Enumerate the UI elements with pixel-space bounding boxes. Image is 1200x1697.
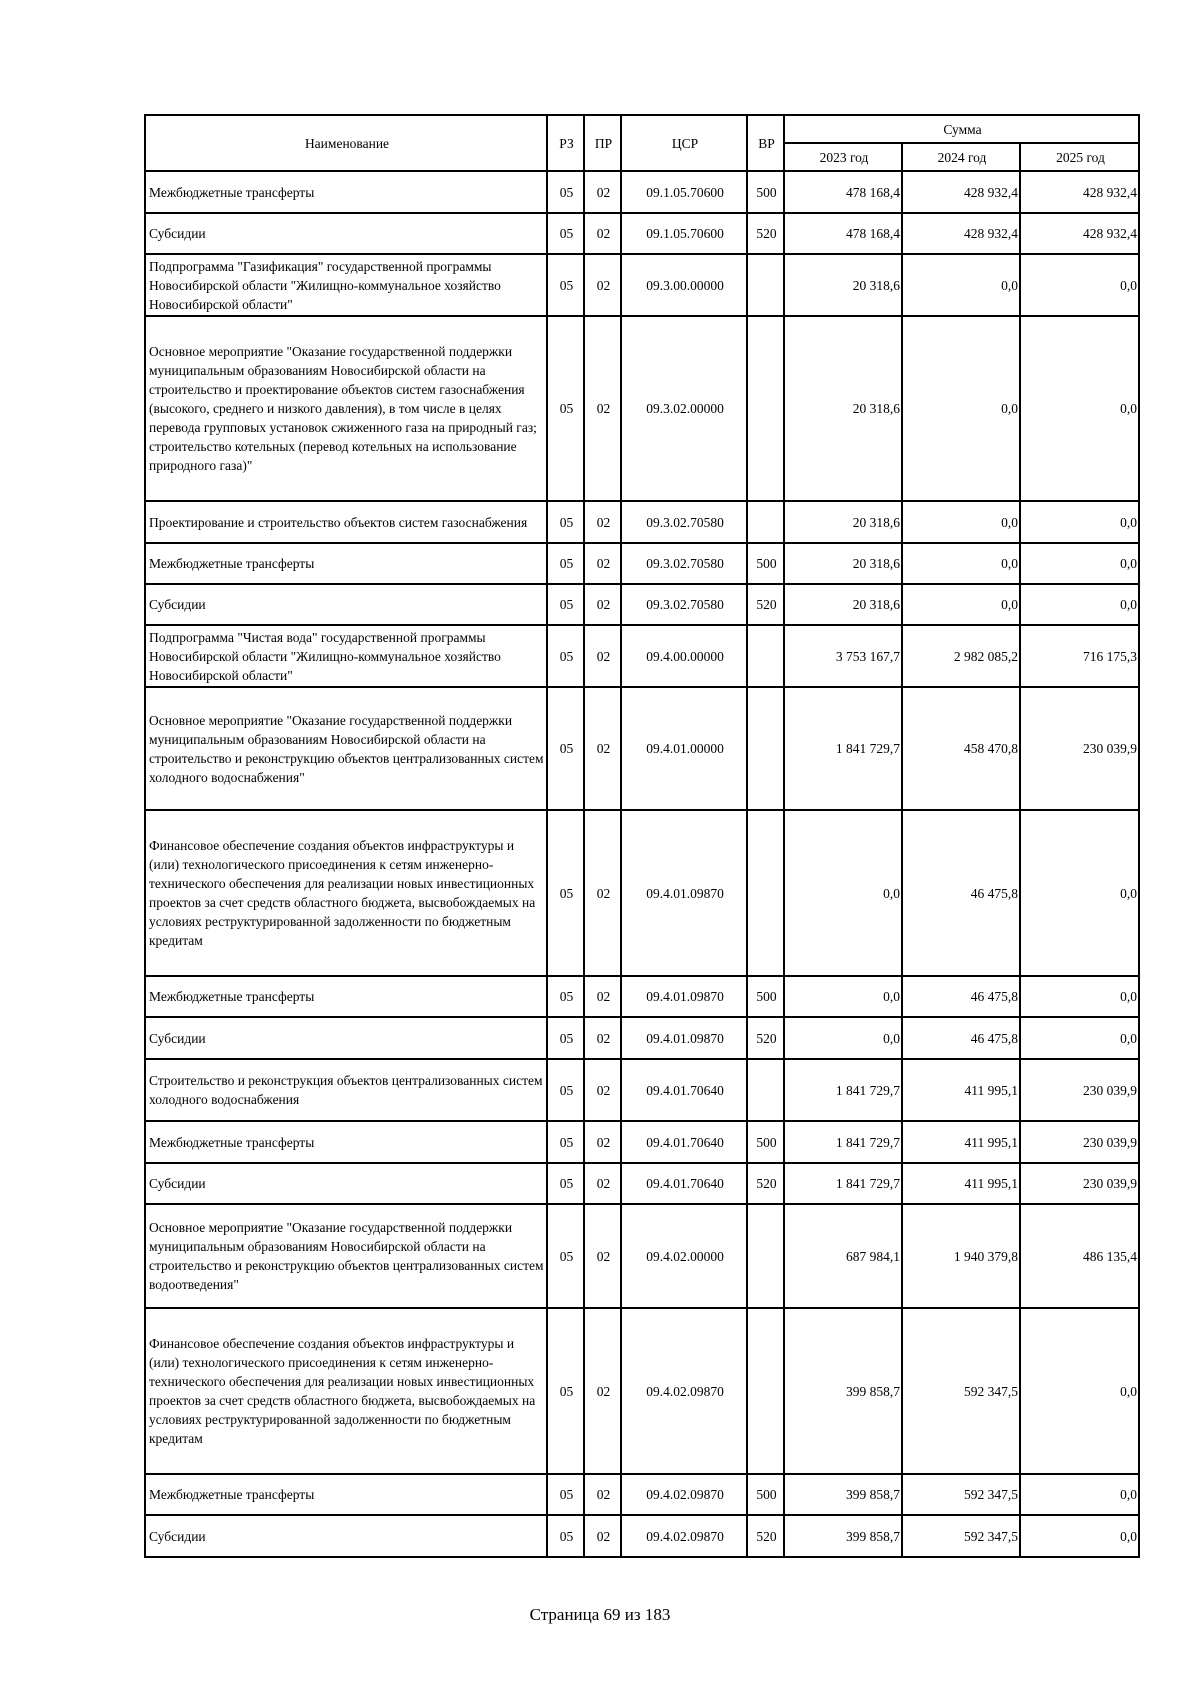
cell-vr: [747, 1204, 784, 1308]
cell-rz: 05: [547, 1017, 584, 1059]
cell-csr: 09.1.05.70600: [621, 213, 747, 254]
cell-vr: [747, 316, 784, 501]
cell-vr: [747, 1059, 784, 1121]
cell-csr: 09.4.02.09870: [621, 1308, 747, 1474]
cell-rz: 05: [547, 1515, 584, 1557]
header-name: Наименование: [145, 115, 547, 171]
table-row: [145, 976, 1139, 1017]
header-year-2023: 2023 год: [784, 143, 902, 171]
cell-name: Основное мероприятие "Оказание государственной поддержки муниципальным образованиям Новосибирской области на строительство и проектирование объектов систем газоснабжения (высокого, среднего и низкого давления), в том числе в целях перевода групповых установок сжиженного газа на природный газ; строительство котельных (перевод котельных на использование природного газа)": [145, 316, 547, 501]
cell-pr: 02: [584, 976, 621, 1017]
cell-name: Межбюджетные трансферты: [145, 171, 547, 213]
cell-2025: 0,0: [1020, 1017, 1139, 1059]
cell-pr: 02: [584, 625, 621, 687]
cell-name: Субсидии: [145, 1515, 547, 1557]
cell-pr: 02: [584, 1121, 621, 1163]
table-row: [145, 1121, 1139, 1163]
header-rz: РЗ: [547, 115, 584, 171]
cell-2025: 0,0: [1020, 501, 1139, 543]
cell-pr: 02: [584, 1017, 621, 1059]
cell-pr: 02: [584, 1163, 621, 1204]
cell-name: Межбюджетные трансферты: [145, 1474, 547, 1515]
cell-name: Субсидии: [145, 1163, 547, 1204]
cell-pr: 02: [584, 543, 621, 584]
cell-rz: 05: [547, 1059, 584, 1121]
cell-2025: 716 175,3: [1020, 625, 1139, 687]
table-row: [145, 1017, 1139, 1059]
cell-vr: 500: [747, 543, 784, 584]
cell-rz: 05: [547, 171, 584, 213]
table-row: [145, 171, 1139, 213]
cell-vr: 520: [747, 213, 784, 254]
cell-2024: 0,0: [902, 254, 1020, 316]
cell-csr: 09.4.00.00000: [621, 625, 747, 687]
table-row: [145, 810, 1139, 976]
cell-2023: 1 841 729,7: [784, 1163, 902, 1204]
cell-2023: 478 168,4: [784, 171, 902, 213]
cell-rz: 05: [547, 1121, 584, 1163]
cell-csr: 09.4.01.09870: [621, 810, 747, 976]
cell-name: Межбюджетные трансферты: [145, 543, 547, 584]
cell-rz: 05: [547, 1204, 584, 1308]
table-row: [145, 1163, 1139, 1204]
cell-pr: 02: [584, 254, 621, 316]
cell-2023: 20 318,6: [784, 254, 902, 316]
cell-2023: 0,0: [784, 810, 902, 976]
cell-rz: 05: [547, 1308, 584, 1474]
cell-2025: 0,0: [1020, 254, 1139, 316]
cell-vr: [747, 810, 784, 976]
cell-2023: 0,0: [784, 976, 902, 1017]
cell-2025: 0,0: [1020, 1474, 1139, 1515]
cell-2024: 411 995,1: [902, 1059, 1020, 1121]
cell-2024: 428 932,4: [902, 213, 1020, 254]
cell-name: Межбюджетные трансферты: [145, 1121, 547, 1163]
cell-2025: 0,0: [1020, 316, 1139, 501]
cell-rz: 05: [547, 543, 584, 584]
cell-pr: 02: [584, 316, 621, 501]
header-year-2024: 2024 год: [902, 143, 1020, 171]
cell-rz: 05: [547, 213, 584, 254]
cell-csr: 09.4.01.09870: [621, 1017, 747, 1059]
cell-2023: 1 841 729,7: [784, 1121, 902, 1163]
cell-2024: 0,0: [902, 316, 1020, 501]
cell-2023: 1 841 729,7: [784, 1059, 902, 1121]
cell-pr: 02: [584, 1204, 621, 1308]
cell-vr: [747, 625, 784, 687]
cell-pr: 02: [584, 584, 621, 625]
cell-vr: 520: [747, 1017, 784, 1059]
cell-2024: 46 475,8: [902, 1017, 1020, 1059]
table-row: [145, 213, 1139, 254]
cell-2023: 399 858,7: [784, 1308, 902, 1474]
cell-2025: 0,0: [1020, 976, 1139, 1017]
cell-pr: 02: [584, 1515, 621, 1557]
cell-2025: 428 932,4: [1020, 171, 1139, 213]
cell-rz: 05: [547, 501, 584, 543]
cell-pr: 02: [584, 1059, 621, 1121]
cell-2024: 1 940 379,8: [902, 1204, 1020, 1308]
cell-vr: 500: [747, 1474, 784, 1515]
table-row: [145, 1474, 1139, 1515]
table-row: [145, 316, 1139, 501]
cell-csr: 09.4.01.09870: [621, 976, 747, 1017]
cell-rz: 05: [547, 687, 584, 810]
cell-name: Субсидии: [145, 213, 547, 254]
cell-rz: 05: [547, 316, 584, 501]
table-row: [145, 1515, 1139, 1557]
table-body: [145, 171, 1139, 1557]
cell-vr: 500: [747, 976, 784, 1017]
cell-2023: 399 858,7: [784, 1515, 902, 1557]
table-row: [145, 254, 1139, 316]
cell-pr: 02: [584, 213, 621, 254]
cell-csr: 09.3.02.00000: [621, 316, 747, 501]
cell-2025: 0,0: [1020, 543, 1139, 584]
cell-2023: 687 984,1: [784, 1204, 902, 1308]
cell-rz: 05: [547, 254, 584, 316]
cell-2023: 20 318,6: [784, 584, 902, 625]
budget-table: [144, 114, 1140, 1558]
cell-pr: 02: [584, 171, 621, 213]
cell-2023: 399 858,7: [784, 1474, 902, 1515]
cell-vr: [747, 501, 784, 543]
cell-csr: 09.4.01.70640: [621, 1121, 747, 1163]
cell-2025: 230 039,9: [1020, 1121, 1139, 1163]
cell-2024: 0,0: [902, 543, 1020, 584]
cell-2023: 20 318,6: [784, 543, 902, 584]
cell-csr: 09.4.02.09870: [621, 1515, 747, 1557]
cell-2023: 0,0: [784, 1017, 902, 1059]
cell-name: Субсидии: [145, 1017, 547, 1059]
cell-name: Подпрограмма "Газификация" государственной программы Новосибирской области "Жилищно-коммунальное хозяйство Новосибирской области": [145, 254, 547, 316]
page-number: Страница 69 из 183: [529, 1605, 671, 1624]
cell-2023: 20 318,6: [784, 316, 902, 501]
cell-2025: 0,0: [1020, 1515, 1139, 1557]
cell-2023: 478 168,4: [784, 213, 902, 254]
cell-2024: 592 347,5: [902, 1308, 1020, 1474]
cell-name: Основное мероприятие "Оказание государственной поддержки муниципальным образованиям Новосибирской области на строительство и реконструкцию объектов централизованных систем водоотведения": [145, 1204, 547, 1308]
cell-2024: 46 475,8: [902, 976, 1020, 1017]
cell-csr: 09.4.01.70640: [621, 1059, 747, 1121]
cell-2024: 428 932,4: [902, 171, 1020, 213]
cell-rz: 05: [547, 1163, 584, 1204]
cell-vr: 500: [747, 1121, 784, 1163]
cell-csr: 09.4.01.00000: [621, 687, 747, 810]
cell-name: Основное мероприятие "Оказание государственной поддержки муниципальным образованиям Новосибирской области на строительство и реконструкцию объектов централизованных систем холодного водоснабжения": [145, 687, 547, 810]
cell-name: Межбюджетные трансферты: [145, 976, 547, 1017]
cell-vr: 520: [747, 1515, 784, 1557]
cell-2024: 0,0: [902, 584, 1020, 625]
cell-2024: 592 347,5: [902, 1515, 1020, 1557]
cell-csr: 09.1.05.70600: [621, 171, 747, 213]
cell-csr: 09.3.02.70580: [621, 584, 747, 625]
cell-2025: 0,0: [1020, 810, 1139, 976]
cell-rz: 05: [547, 584, 584, 625]
cell-pr: 02: [584, 687, 621, 810]
cell-2024: 411 995,1: [902, 1121, 1020, 1163]
cell-name: Строительство и реконструкция объектов централизованных систем холодного водоснабжения: [145, 1059, 547, 1121]
cell-2024: 0,0: [902, 501, 1020, 543]
table-row: [145, 543, 1139, 584]
table-row: [145, 1059, 1139, 1121]
cell-2024: 592 347,5: [902, 1474, 1020, 1515]
table-row: [145, 625, 1139, 687]
cell-csr: 09.4.02.09870: [621, 1474, 747, 1515]
cell-rz: 05: [547, 810, 584, 976]
cell-rz: 05: [547, 1474, 584, 1515]
cell-vr: [747, 1308, 784, 1474]
header-year-2025: 2025 год: [1020, 143, 1139, 171]
cell-2025: 230 039,9: [1020, 1163, 1139, 1204]
cell-2025: 428 932,4: [1020, 213, 1139, 254]
cell-csr: 09.3.00.00000: [621, 254, 747, 316]
cell-2024: 2 982 085,2: [902, 625, 1020, 687]
cell-name: Финансовое обеспечение создания объектов инфраструктуры и (или) технологического присоединения к сетям инженерно-технического обеспечения для реализации новых инвестиционных проектов за счет средств областного бюджета, высвобождаемых на условиях реструктурированной задолженности по бюджетным кредитам: [145, 1308, 547, 1474]
cell-rz: 05: [547, 976, 584, 1017]
cell-2025: 230 039,9: [1020, 687, 1139, 810]
cell-vr: [747, 687, 784, 810]
cell-2024: 46 475,8: [902, 810, 1020, 976]
cell-2023: 3 753 167,7: [784, 625, 902, 687]
cell-rz: 05: [547, 625, 584, 687]
cell-2023: 1 841 729,7: [784, 687, 902, 810]
table-row: [145, 687, 1139, 810]
cell-pr: 02: [584, 501, 621, 543]
cell-name: Подпрограмма "Чистая вода" государственной программы Новосибирской области "Жилищно-коммунальное хозяйство Новосибирской области": [145, 625, 547, 687]
cell-csr: 09.4.02.00000: [621, 1204, 747, 1308]
header-csr: ЦСР: [621, 115, 747, 171]
table-row: [145, 1308, 1139, 1474]
header-vr: ВР: [747, 115, 784, 171]
table-row: [145, 1204, 1139, 1308]
table-header: [145, 115, 1139, 171]
cell-vr: 520: [747, 584, 784, 625]
table-row: [145, 501, 1139, 543]
cell-csr: 09.4.01.70640: [621, 1163, 747, 1204]
header-sum: Сумма: [784, 115, 1139, 143]
cell-2025: 230 039,9: [1020, 1059, 1139, 1121]
cell-vr: [747, 254, 784, 316]
cell-name: Проектирование и строительство объектов систем газоснабжения: [145, 501, 547, 543]
cell-2025: 486 135,4: [1020, 1204, 1139, 1308]
cell-2024: 458 470,8: [902, 687, 1020, 810]
cell-2025: 0,0: [1020, 584, 1139, 625]
cell-vr: 500: [747, 171, 784, 213]
cell-csr: 09.3.02.70580: [621, 543, 747, 584]
cell-pr: 02: [584, 1308, 621, 1474]
cell-name: Субсидии: [145, 584, 547, 625]
cell-2024: 411 995,1: [902, 1163, 1020, 1204]
cell-pr: 02: [584, 1474, 621, 1515]
cell-2025: 0,0: [1020, 1308, 1139, 1474]
cell-name: Финансовое обеспечение создания объектов инфраструктуры и (или) технологического присоединения к сетям инженерно-технического обеспечения для реализации новых инвестиционных проектов за счет средств областного бюджета, высвобождаемых на условиях реструктурированной задолженности по бюджетным кредитам: [145, 810, 547, 976]
header-row: [145, 115, 1139, 143]
cell-csr: 09.3.02.70580: [621, 501, 747, 543]
table-row: [145, 584, 1139, 625]
header-pr: ПР: [584, 115, 621, 171]
cell-2023: 20 318,6: [784, 501, 902, 543]
cell-vr: 520: [747, 1163, 784, 1204]
cell-pr: 02: [584, 810, 621, 976]
